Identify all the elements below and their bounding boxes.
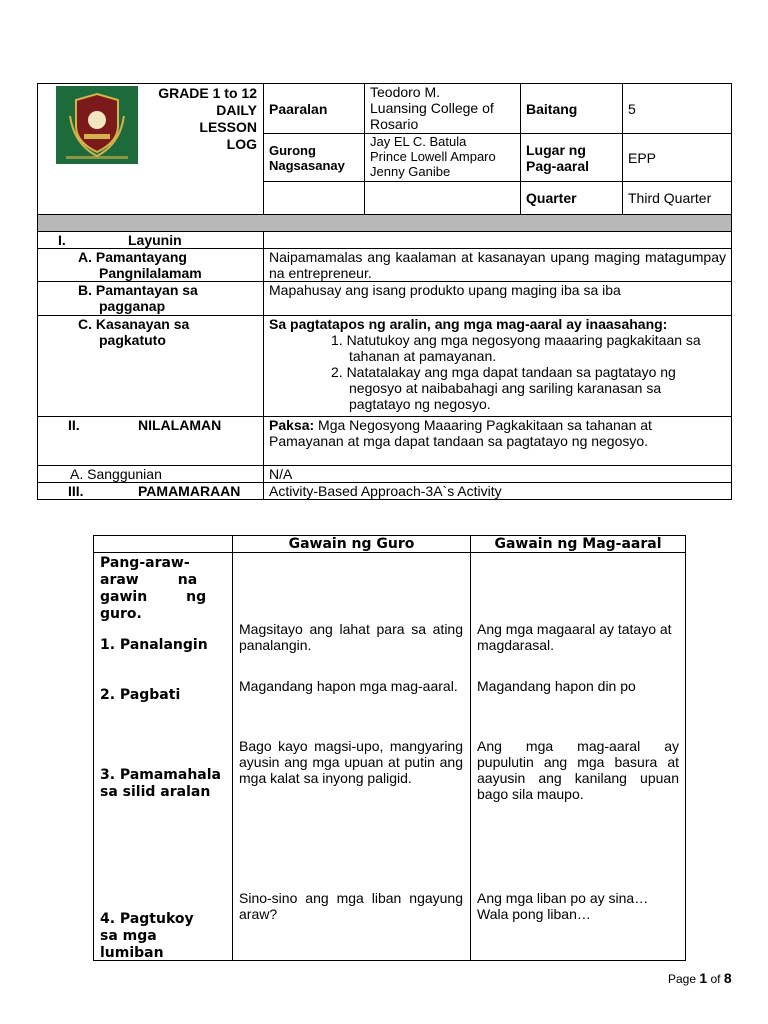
step-pamamahala-label: 3. Pamamahala sa silid aralan	[100, 767, 221, 800]
grade-title: GRADE 1 to 12 DAILY LESSON LOG	[158, 85, 257, 152]
school-value: Teodoro M. Luansing College of Rosario	[365, 84, 521, 134]
magaaral-column	[471, 553, 686, 961]
area-label: Lugar ng Pag-aaral	[521, 134, 623, 182]
magaaral-panalangin: Ang mga magaaral ay tatayo at magdarasal.	[477, 621, 672, 653]
standard-b-value: Mapahusay ang isang produkto upang maging iba sa iba	[264, 282, 732, 316]
routine-intro: Pang-araw- araw na gawin ng guro.	[100, 555, 207, 622]
grey-divider	[38, 215, 732, 232]
grey-divider-row	[38, 215, 732, 232]
nilalaman-heading: II. NILALAMAN	[38, 417, 264, 466]
guro-pagbati: Magandang hapon mga mag-aaral.	[239, 678, 458, 694]
competency-c-value: Sa pagtatapos ng aralin, ang mga mag-aaral ay inaasahang: 1. Natutukoy ang mga negosyong maaaring pagkakitaan sa tahanan at pamayanan. 2. Natatalakay ang mga dapat tandaan sa pagtatayo ng negosyo at naibabahagi ang sariling karanasan sa pagtatayo ng negosyo.	[264, 316, 732, 417]
lesson-header-table	[37, 83, 732, 500]
list-item: 2. Natatalakay ang mga dapat tandaan sa pagtatayo ng negosyo at naibabahagi ang sariling karanasan sa pagtatayo ng negosyo.	[331, 364, 676, 412]
layunin-heading: I. Layunin	[38, 232, 264, 249]
quarter-value: Third Quarter	[623, 182, 732, 215]
competency-c-label: C. Kasanayan sa pagkatuto	[38, 316, 264, 417]
guro-pagtukoy: Sino-sino ang mga liban ngayung araw?	[239, 890, 463, 922]
guro-column	[233, 553, 471, 961]
empty-cell	[264, 232, 732, 249]
step-panalangin-label: 1. Panalangin	[100, 637, 208, 653]
pamamaraan-heading: III. PAMAMARAAN	[38, 483, 264, 500]
guro-panalangin: Magsitayo ang lahat para sa ating panalangin.	[239, 621, 463, 653]
procedure-table	[93, 535, 686, 961]
logo-cell	[38, 84, 264, 215]
standard-a-value: Naipamamalas ang kaalaman at kasanayan upang maging matagumpay na entrepreneur.	[264, 249, 732, 282]
standard-b-label: B. Pamantayan sa pagganap	[38, 282, 264, 316]
list-item: 1. Natutukoy ang mga negosyong maaaring pagkakitaan sa tahanan at pamayanan.	[331, 332, 701, 364]
objectives-list	[269, 332, 726, 412]
phase-column	[94, 553, 233, 961]
magaaral-pamamahala: Ang mga mag-aaral ay pupulutin ang mga basura at aayusin ang kanilang upuan bago sila maupo.	[477, 738, 679, 802]
area-value: EPP	[623, 134, 732, 182]
step-pagbati-label: 2. Pagbati	[100, 687, 181, 703]
teacher-label: Gurong Nagsasanay	[264, 134, 365, 182]
empty-cell	[94, 536, 233, 553]
school-label: Paaralan	[264, 84, 365, 134]
sanggunian-label: A. Sanggunian	[38, 466, 264, 483]
teacher-value: Jay EL C. Batula Prince Lowell Amparo Jenny Ganibe	[365, 134, 521, 182]
grade-label: Baitang	[521, 84, 623, 134]
grade-value: 5	[623, 84, 732, 134]
col-header-magaaral: Gawain ng Mag-aaral	[471, 536, 686, 553]
pamamaraan-value: Activity-Based Approach-3A`s Activity	[264, 483, 732, 500]
page-number: Page 1 of 8	[668, 970, 732, 986]
paksa-value: Paksa: Mga Negosyong Maaaring Pagkakitaan sa tahanan at Pamayanan at mga dapat tandaan sa pagtatayo ng negosyo.	[264, 417, 732, 466]
standard-a-label: A. Pamantayang Pangnilalamam	[38, 249, 264, 282]
quarter-label: Quarter	[521, 182, 623, 215]
sanggunian-value: N/A	[264, 466, 732, 483]
school-logo	[56, 86, 138, 164]
magaaral-pagbati: Magandang hapon din po	[477, 678, 636, 694]
magaaral-pagtukoy: Ang mga liban po ay sina… Wala pong liban…	[477, 890, 649, 922]
col-header-guro: Gawain ng Guro	[233, 536, 471, 553]
empty-cell	[264, 182, 365, 215]
guro-pamamahala: Bago kayo magsi-upo, mangyaring ayusin ang mga upuan at putin ang mga kalat sa inyong paligid.	[239, 738, 463, 786]
step-pagtukoy-label: 4. Pagtukoy sa mga lumiban	[100, 911, 194, 961]
empty-cell	[365, 182, 521, 215]
